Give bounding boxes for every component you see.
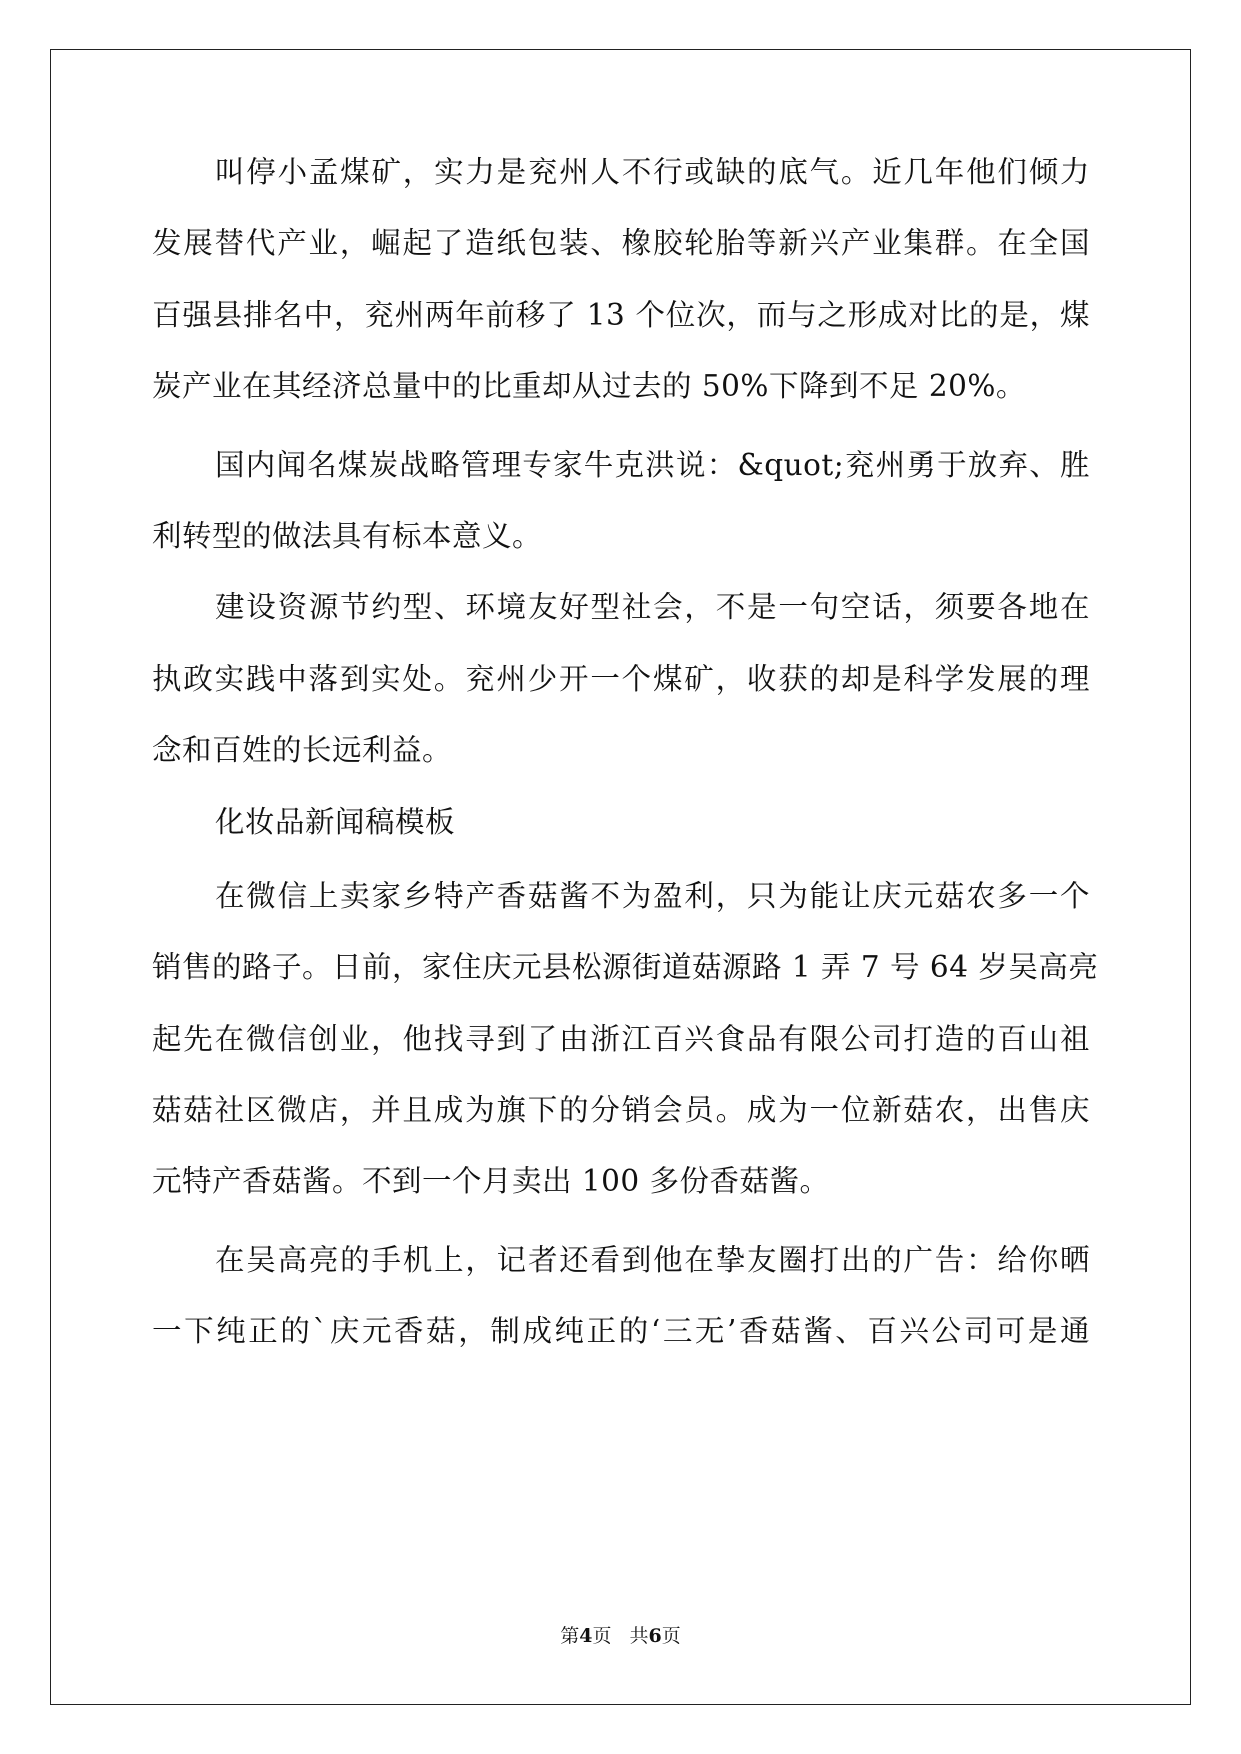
- paragraph-line: 元特产香菇酱。不到一个月卖出 100 多份香菇酱。: [152, 1164, 830, 1198]
- paragraph-line: 菇菇社区微店，并且成为旗下的分销会员。成为一位新菇农，出售庆: [152, 1093, 1090, 1127]
- total-page-number: 6: [648, 1625, 662, 1647]
- paragraph-line: 执政实践中落到实处。兖州少开一个煤矿，收获的却是科学发展的理: [152, 662, 1090, 696]
- page-prefix: 第: [560, 1625, 580, 1647]
- total-prefix: 共: [629, 1625, 649, 1647]
- paragraph-line: 销售的路子。日前，家住庆元县松源街道菇源路 1 弄 7 号 64 岁吴高亮: [152, 950, 1099, 984]
- paragraph-line: 叫停小孟煤矿，实力是兖州人不行或缺的底气。近几年他们倾力: [215, 155, 1090, 189]
- total-unit: 页: [661, 1625, 681, 1647]
- paragraph-line: 念和百姓的长远利益。: [152, 733, 453, 767]
- section-heading: 化妆品新闻稿模板: [215, 805, 456, 839]
- page-footer: [0, 1622, 1241, 1650]
- paragraph-line: 起先在微信创业，他找寻到了由浙江百兴食品有限公司打造的百山祖: [152, 1022, 1090, 1056]
- paragraph-line: 发展替代产业，崛起了造纸包装、橡胶轮胎等新兴产业集群。在全国: [152, 226, 1090, 260]
- current-page-number: 4: [579, 1625, 593, 1647]
- paragraph-line: 百强县排名中，兖州两年前移了 13 个位次，而与之形成对比的是，煤: [152, 298, 1090, 332]
- paragraph-line: 在微信上卖家乡特产香菇酱不为盈利，只为能让庆元菇农多一个: [215, 879, 1090, 913]
- paragraph-line: 一下纯正的`庆元香菇，制成纯正的‘三无’香菇酱、百兴公司可是通: [152, 1314, 1090, 1348]
- page-unit: 页: [592, 1625, 612, 1647]
- paragraph-line: 在吴高亮的手机上，记者还看到他在挚友圈打出的广告：给你晒: [215, 1243, 1090, 1277]
- paragraph-line: 国内闻名煤炭战略管理专家牛克洪说：&quot;兖州勇于放弃、胜: [215, 448, 1090, 482]
- paragraph-line: 利转型的做法具有标本意义。: [152, 519, 543, 553]
- paragraph-line: 建设资源节约型、环境友好型社会，不是一句空话，须要各地在: [215, 590, 1090, 624]
- paragraph-line: 炭产业在其经济总量中的比重却从过去的 50%下降到不足 20%。: [152, 369, 1026, 403]
